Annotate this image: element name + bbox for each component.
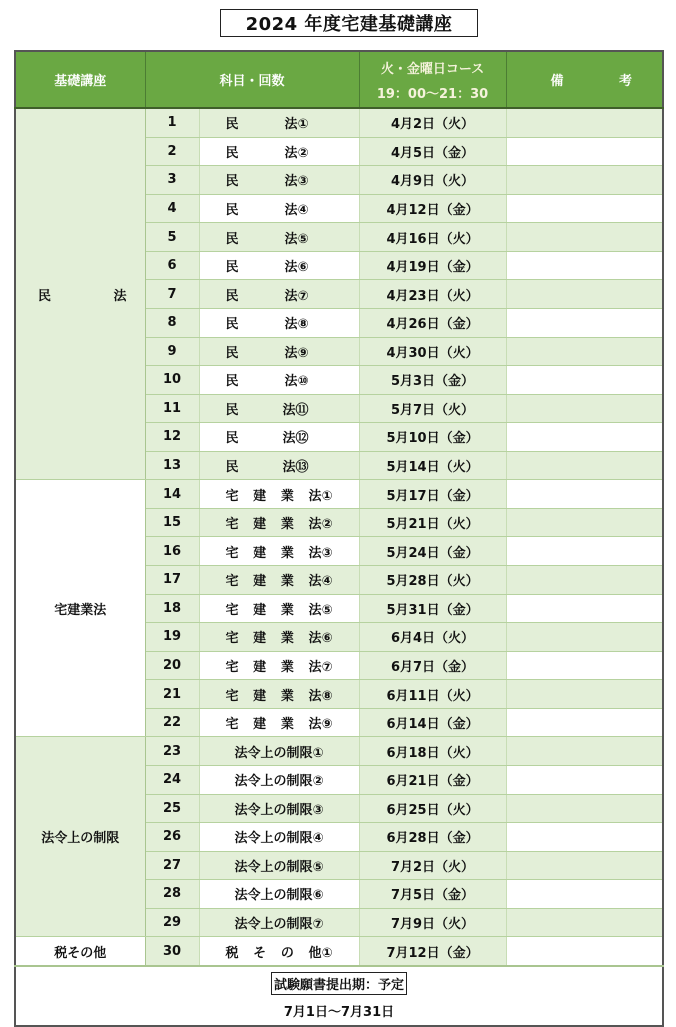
session-date: 4月19日（金） (359, 251, 506, 280)
subject-part: 民 (225, 145, 239, 161)
subject-part: 建 (253, 717, 267, 733)
notes-cell (506, 708, 663, 737)
session-date: 7月5日（金） (359, 880, 506, 909)
subject-cell: 法令上の制限③ (199, 794, 359, 823)
session-number: 23 (145, 737, 199, 766)
notes-cell (506, 508, 663, 537)
subject-part: 法⑤ (308, 602, 333, 618)
session-date: 6月7日（金） (359, 651, 506, 680)
subject-part: 宅 (225, 517, 239, 533)
session-date: 4月23日（火） (359, 280, 506, 309)
notes-cell (506, 137, 663, 166)
notes-cell (506, 308, 663, 337)
subject-part: 法⑫ (282, 431, 309, 447)
subject-part: 業 (280, 488, 294, 504)
subject-part: 建 (253, 688, 267, 704)
subject-cell (199, 137, 359, 166)
session-number: 24 (145, 765, 199, 794)
session-date: 4月30日（火） (359, 337, 506, 366)
subject-part: 宅 (225, 659, 239, 675)
subject-cell (199, 480, 359, 509)
subject-part: 民 (225, 117, 239, 133)
subject-part: 建 (253, 545, 267, 561)
subject-part: 業 (280, 659, 294, 675)
subject-part: 民 (225, 374, 239, 390)
subject-part: 法⑨ (308, 717, 333, 733)
session-number: 25 (145, 794, 199, 823)
session-date: 4月16日（火） (359, 223, 506, 252)
session-number: 19 (145, 623, 199, 652)
notes-cell (506, 737, 663, 766)
session-number: 2 (145, 137, 199, 166)
category-label-part: 法 (113, 288, 127, 304)
notes-cell (506, 451, 663, 480)
session-number: 22 (145, 708, 199, 737)
subject-part: 法② (308, 517, 333, 533)
category-cell: 税その他 (15, 937, 145, 966)
notes-cell (506, 537, 663, 566)
session-number: 3 (145, 166, 199, 195)
subject-part: 法① (284, 117, 309, 133)
table-row (15, 737, 663, 766)
subject-part: 建 (253, 517, 267, 533)
session-date: 6月18日（火） (359, 737, 506, 766)
subject-cell (199, 680, 359, 709)
application-period-label: 試験願書提出期：予定 (271, 972, 407, 995)
subject-cell: 法令上の制限④ (199, 823, 359, 852)
session-date: 4月12日（金） (359, 194, 506, 223)
session-date: 5月31日（金） (359, 594, 506, 623)
notes-cell (506, 366, 663, 395)
session-number: 1 (145, 108, 199, 137)
notes-cell (506, 823, 663, 852)
subject-part: 業 (280, 631, 294, 647)
subject-part: 民 (225, 260, 239, 276)
header-course (359, 51, 506, 108)
page-title: 2024 年度宅建基礎講座 (220, 9, 478, 37)
subject-cell (199, 508, 359, 537)
notes-cell (506, 680, 663, 709)
subject-cell (199, 451, 359, 480)
subject-part: 法⑨ (284, 345, 309, 361)
subject-cell (199, 337, 359, 366)
subject-part: 法⑥ (308, 631, 333, 647)
subject-cell (199, 651, 359, 680)
subject-part: 法⑦ (284, 288, 309, 304)
session-date: 5月3日（金） (359, 366, 506, 395)
session-number: 4 (145, 194, 199, 223)
subject-part: 法⑧ (284, 317, 309, 333)
subject-part: 業 (280, 574, 294, 590)
session-number: 18 (145, 594, 199, 623)
session-number: 21 (145, 680, 199, 709)
session-date: 5月28日（火） (359, 566, 506, 595)
subject-part: 業 (280, 717, 294, 733)
session-date: 6月28日（金） (359, 823, 506, 852)
subject-part: 法③ (308, 545, 333, 561)
subject-cell: 法令上の制限① (199, 737, 359, 766)
header-course-time: 19：00〜21：30 (376, 86, 489, 102)
schedule-table (14, 50, 664, 1027)
session-date: 4月5日（金） (359, 137, 506, 166)
header-subject: 科目・回数 (145, 51, 359, 108)
footer-cell (15, 966, 663, 1026)
subject-part: 他① (308, 945, 333, 961)
subject-cell: 法令上の制限⑤ (199, 851, 359, 880)
session-number: 16 (145, 537, 199, 566)
subject-part: 宅 (225, 688, 239, 704)
subject-cell: 法令上の制限② (199, 765, 359, 794)
header-course-days: 火・金曜日コース (380, 61, 485, 77)
session-date: 7月9日（火） (359, 908, 506, 937)
subject-cell (199, 566, 359, 595)
session-date: 6月11日（火） (359, 680, 506, 709)
notes-cell (506, 794, 663, 823)
subject-part: そ (253, 945, 267, 961)
session-number: 9 (145, 337, 199, 366)
session-number: 13 (145, 451, 199, 480)
notes-cell (506, 337, 663, 366)
subject-cell (199, 594, 359, 623)
table-header-row (15, 51, 663, 108)
subject-part: 法② (284, 145, 309, 161)
notes-cell (506, 166, 663, 195)
session-date: 5月24日（金） (359, 537, 506, 566)
subject-part: 宅 (225, 545, 239, 561)
session-date: 7月12日（金） (359, 937, 506, 966)
subject-part: 宅 (225, 574, 239, 590)
subject-part: 業 (280, 602, 294, 618)
subject-part: 法⑥ (284, 260, 309, 276)
subject-part: 法⑪ (282, 402, 309, 418)
notes-cell (506, 280, 663, 309)
subject-part: 建 (253, 631, 267, 647)
header-notes-char-1: 備 (550, 74, 564, 89)
subject-cell (199, 537, 359, 566)
subject-cell (199, 166, 359, 195)
session-date: 5月10日（金） (359, 423, 506, 452)
subject-part: 法④ (308, 574, 333, 590)
subject-part: 法⑬ (282, 460, 309, 476)
session-date: 7月2日（火） (359, 851, 506, 880)
notes-cell (506, 765, 663, 794)
subject-part: 民 (225, 431, 239, 447)
category-cell: 法令上の制限 (15, 737, 145, 937)
application-period-range: 7月1日〜7月31日 (283, 1004, 395, 1020)
subject-cell (199, 423, 359, 452)
subject-part: 業 (280, 517, 294, 533)
session-number: 6 (145, 251, 199, 280)
session-number: 5 (145, 223, 199, 252)
subject-part: 民 (225, 231, 239, 247)
subject-part: 民 (225, 402, 239, 418)
footer-row (15, 966, 663, 1026)
session-number: 17 (145, 566, 199, 595)
category-cell (15, 108, 145, 480)
session-number: 8 (145, 308, 199, 337)
subject-cell (199, 251, 359, 280)
session-date: 4月9日（火） (359, 166, 506, 195)
notes-cell (506, 908, 663, 937)
session-number: 30 (145, 937, 199, 966)
notes-cell (506, 223, 663, 252)
notes-cell (506, 566, 663, 595)
subject-part: 建 (253, 574, 267, 590)
header-notes (506, 51, 663, 108)
header-category: 基礎講座 (15, 51, 145, 108)
notes-cell (506, 194, 663, 223)
subject-part: 法⑧ (308, 688, 333, 704)
subject-cell (199, 623, 359, 652)
category-cell: 宅建業法 (15, 480, 145, 737)
subject-cell (199, 308, 359, 337)
subject-part: 民 (225, 202, 239, 218)
notes-cell (506, 108, 663, 137)
session-number: 26 (145, 823, 199, 852)
subject-part: 業 (280, 545, 294, 561)
session-date: 6月14日（金） (359, 708, 506, 737)
notes-cell (506, 880, 663, 909)
subject-part: 法③ (284, 174, 309, 190)
session-date: 5月17日（金） (359, 480, 506, 509)
session-number: 15 (145, 508, 199, 537)
session-date: 4月26日（金） (359, 308, 506, 337)
category-label-part: 民 (38, 288, 52, 304)
notes-cell (506, 851, 663, 880)
subject-part: 税 (225, 945, 239, 961)
header-notes-char-2: 考 (619, 74, 633, 89)
session-date: 6月25日（火） (359, 794, 506, 823)
notes-cell (506, 594, 663, 623)
session-number: 20 (145, 651, 199, 680)
subject-part: 法⑩ (284, 374, 309, 390)
notes-cell (506, 623, 663, 652)
subject-part: 民 (225, 460, 239, 476)
subject-cell (199, 280, 359, 309)
subject-part: 宅 (225, 602, 239, 618)
notes-cell (506, 480, 663, 509)
subject-part: 宅 (225, 717, 239, 733)
subject-part: 法① (308, 488, 333, 504)
session-number: 29 (145, 908, 199, 937)
session-number: 27 (145, 851, 199, 880)
subject-part: 民 (225, 288, 239, 304)
subject-part: 民 (225, 174, 239, 190)
subject-part: 業 (280, 688, 294, 704)
subject-cell (199, 108, 359, 137)
subject-part: 建 (253, 659, 267, 675)
session-number: 14 (145, 480, 199, 509)
schedule-body (15, 108, 663, 1026)
subject-part: 法⑤ (284, 231, 309, 247)
subject-part: 建 (253, 602, 267, 618)
subject-cell (199, 937, 359, 966)
subject-part: 法⑦ (308, 659, 333, 675)
table-row (15, 108, 663, 137)
session-date: 4月2日（火） (359, 108, 506, 137)
subject-part: 宅 (225, 631, 239, 647)
subject-cell (199, 366, 359, 395)
session-date: 5月7日（火） (359, 394, 506, 423)
subject-cell (199, 223, 359, 252)
session-number: 12 (145, 423, 199, 452)
subject-cell (199, 194, 359, 223)
notes-cell (506, 651, 663, 680)
table-row (15, 937, 663, 966)
subject-cell (199, 708, 359, 737)
subject-part: の (280, 945, 294, 961)
subject-cell: 法令上の制限⑦ (199, 908, 359, 937)
session-date: 6月21日（金） (359, 765, 506, 794)
session-number: 10 (145, 366, 199, 395)
session-number: 11 (145, 394, 199, 423)
notes-cell (506, 937, 663, 966)
notes-cell (506, 251, 663, 280)
notes-cell (506, 394, 663, 423)
session-date: 6月4日（火） (359, 623, 506, 652)
subject-part: 民 (225, 345, 239, 361)
table-row (15, 480, 663, 509)
notes-cell (506, 423, 663, 452)
subject-part: 民 (225, 317, 239, 333)
subject-cell: 法令上の制限⑥ (199, 880, 359, 909)
subject-part: 宅 (225, 488, 239, 504)
subject-part: 建 (253, 488, 267, 504)
subject-part: 法④ (284, 202, 309, 218)
session-number: 28 (145, 880, 199, 909)
session-date: 5月14日（火） (359, 451, 506, 480)
session-date: 5月21日（火） (359, 508, 506, 537)
session-number: 7 (145, 280, 199, 309)
subject-cell (199, 394, 359, 423)
